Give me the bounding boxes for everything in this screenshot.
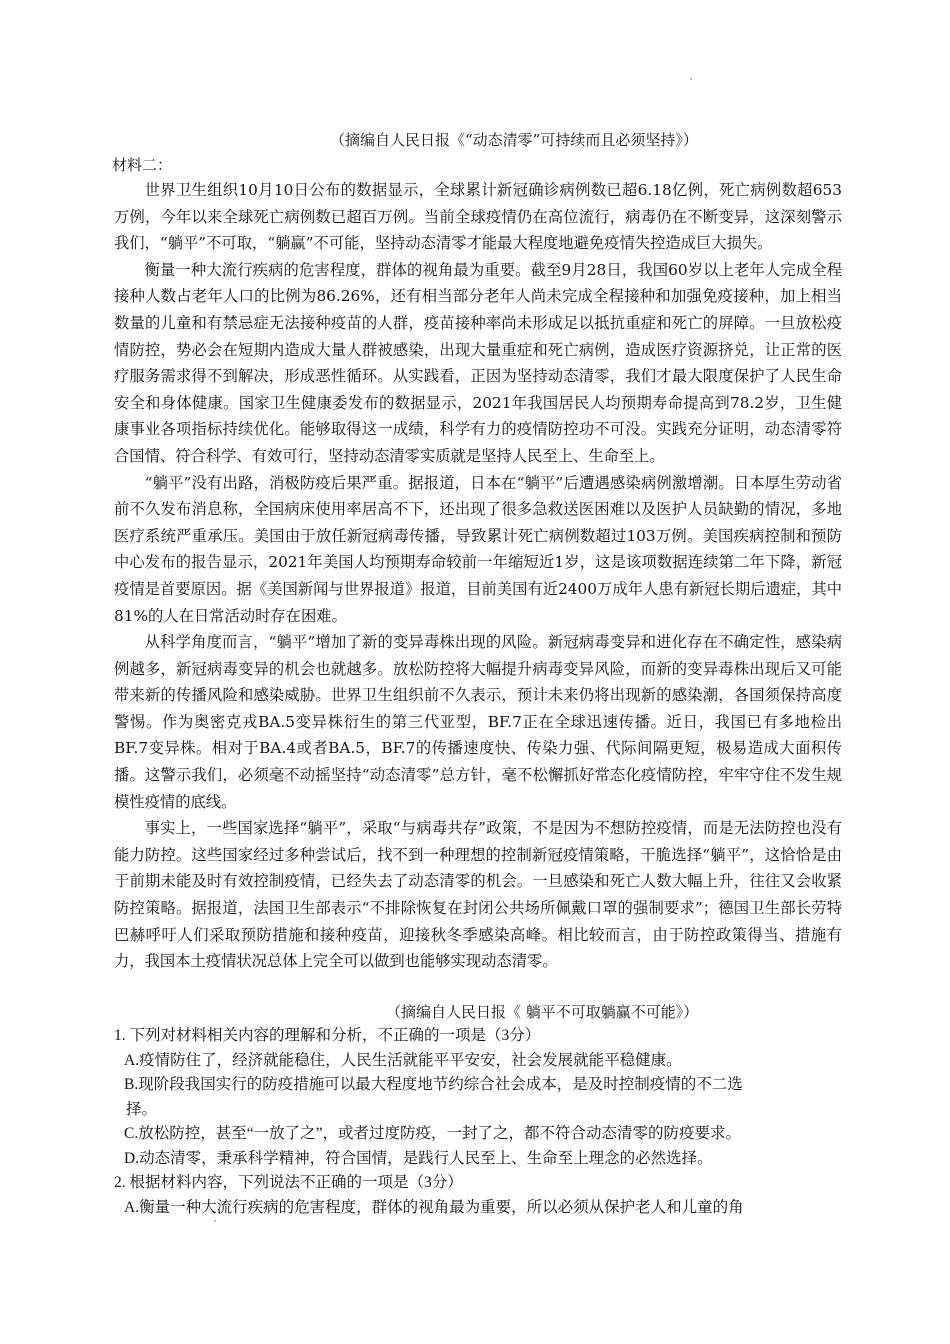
material-label: 材料二： (112, 156, 173, 174)
scan-speck (690, 78, 692, 80)
paragraph: 事实上，一些国家选择“躺平”，采取“与病毒共存”政策，不是因为不想防控疫情，而是无法防控也没有能力防控。这些国家经过多种尝试后，找不到一种理想的控制新冠疫情策略，干脆选择“躺平”，这恰恰是由于前期未能及时有效控制疫情，已经失去了动态清零的机会。一旦感染和死亡人数大幅上升，往往又会收紧防控策略。据报道，法国卫生部表示“不排除恢复在封闭公共场所佩戴口罩的强制要求”；德国卫生部长劳特巴赫呼吁人们采取预防措施和接种疫苗，迎接秋冬季感染高峰。相比较而言，由于防控政策得当、措施有力，我国本土疫情状况总体上完全可以做到也能够实现动态清零。 (114, 819, 842, 971)
question-2-stem: 2. 根据材料内容，下列说法不正确的一项是（3分） (114, 1174, 463, 1191)
paragraph: 世界卫生组织10月10日公布的数据显示，全球累计新冠确诊病例数已超6.18亿例，死亡病例数超653万例，今年以来全球死亡病例数已超百万例。当前全球疫情仍在高位流行，病毒仍在不断变异，这深刻警示我们，“躺平”不可取，“躺赢”不可能，坚持动态清零才能最大程度地避免疫情失控造成巨大损失。 (114, 181, 842, 253)
paragraph: “躺平”没有出路，消极防疫后果严重。据报道，日本在“躺平”后遭遇感染病例激增潮。日本厚生劳动省前不久发布消息称，全国病床使用率居高不下，还出现了很多急救送医困难以及医护人员缺勤的情况，多地医疗系统严重承压。美国由于放任新冠病毒传播，导致累计死亡病例数超过103万例。美国疾病控制和预防中心发布的报告显示，2021年美国人均预期寿命较前一年缩短近1岁，这是该项数据连续第二年下降，新冠疫情是首要原因。据《美国新闻与世界报道》报道，目前美国有近2400万成年人患有新冠长期后遗症，其中81%的人在日常活动时存在困难。 (114, 473, 842, 625)
paragraph: 从科学角度而言，“躺平”增加了新的变异毒株出现的风险。新冠病毒变异和进化存在不确定性，感染病例越多，新冠病毒变异的机会也就越多。放松防控将大幅提升病毒变异风险，而新的变异毒株出现后又可能带来新的传播风险和感染威胁。世界卫生组织前不久表示，预计未来仍将出现新的感染潮，各国须保持高度警惕。作为奥密克戎BA.5变异株衍生的第三代亚型，BF.7正在全球迅速传播。近日，我国已有多地检出BF.7变异株。相对于BA.4或者BA.5，BF.7的传播速度快、传染力强、代际间隔更短，极易造成大面积传播。这警示我们，必须毫不动摇坚持“动态清零”总方针，毫不松懈抓好常态化疫情防控，牢牢守住不发生规模性疫情的底线。 (114, 633, 842, 811)
option-b-line-2: 择。 (126, 1100, 158, 1118)
paragraph: 衡量一种大流行疾病的危害程度，群体的视角最为重要。截至9月28日，我国60岁以上老年人完成全程接种人数占老年人口的比例为86.26%，还有相当部分老年人尚未完成全程接种和加强免疫接种，加上相当数量的儿童和有禁忌症无法接种疫苗的人群，疫苗接种率尚未形成足以抵抗重症和死亡的屏障。一旦放松疫情防控，势必会在短期内造成大量人群被感染，出现大量重症和死亡病例，造成医疗资源挤兑，让正常的医疗服务需求得不到解决，形成恶性循环。从实践看，正因为坚持动态清零，我们才最大限度保护了人民生命安全和身体健康。国家卫生健康委发布的数据显示，2021年我国居民人均预期寿命提高到78.2岁，卫生健康事业各项指标持续优化。能够取得这一成绩，科学有力的疫情防控功不可没。实践充分证明，动态清零符合国情、符合科学、有效可行，坚持动态清零实质就是坚持人民至上、生命至上。 (114, 260, 842, 465)
question-section (114, 1024, 814, 1220)
scan-speck (214, 1220, 216, 1222)
question-1-option-d: D.动态清零，秉承科学精神，符合国情，是践行人民至上、生命至上理念的必然选择。 (124, 1149, 713, 1167)
material-body (114, 177, 842, 975)
question-1-option-c: C.放松防控，甚至“一放了之”，或者过度防疫，一封了之，都不符合动态清零的防疫要求。 (124, 1125, 741, 1142)
option-b-line-1: B.现阶段我国实行的防疫措施可以最大程度地节约综合社会成本，是及时控制疫情的不二选 (124, 1076, 743, 1093)
question-1-option-a: A.疫情防住了，经济就能稳住，人民生活就能平平安安，社会发展就能平稳健康。 (124, 1051, 682, 1069)
question-2-option-a: A.衡量一种大流行疾病的危害程度，群体的视角最为重要，所以必须从保护老人和儿童的角 (124, 1198, 744, 1216)
question-1-option-b (124, 1073, 814, 1122)
source-citation-top: （摘编自人民日报《“动态清零”可持续而且必须坚持》） (330, 131, 698, 149)
question-1-stem: 1. 下列对材料相关内容的理解和分析，不正确的一项是（3分） (114, 1027, 541, 1044)
source-citation-bottom: （摘编自人民日报《 躺平不可取躺赢不可能》） (386, 1003, 699, 1021)
